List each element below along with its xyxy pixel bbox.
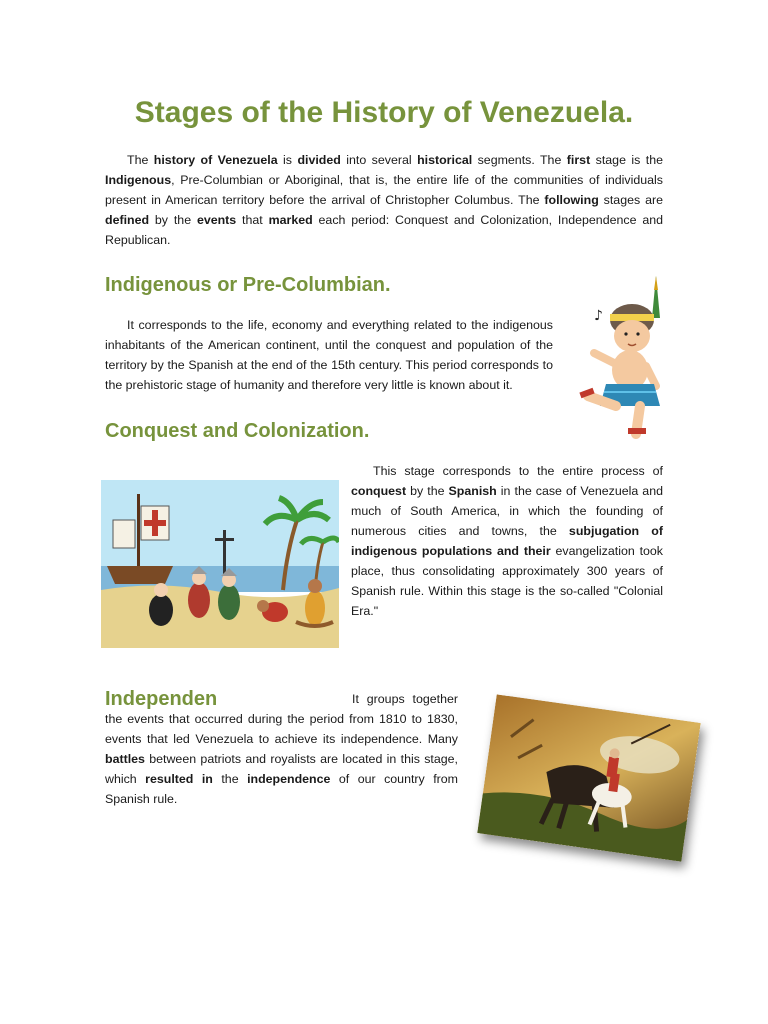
conquest-scene-illustration [101,480,339,648]
svg-text:♪: ♪ [594,308,603,324]
intro-paragraph: The history of Venezuela is divided into several historical segments. The first stage is the Indigenous, Pre-Columbian or Aboriginal, that is, the entire life of the communities of individuals present in American territory before the arrival of Christopher Columbus. The following stages are defined by the events that marked each period: Conquest and Colonization, Independence and Republican. [105,153,664,247]
independence-battle-painting [477,694,700,861]
indigenous-child-illustration [570,268,665,443]
conquest-paragraph: This stage corresponds to the entire process of conquest by the Spanish in the case of Venezuela and much of South America, in which the founding of numerous cities and towns, the subjugation of indigenous populations and their evangelization took place, thus consolidating approximately 300 years of Spanish rule. Within this stage is the so-called "Colonial Era." [351,464,664,618]
indigenous-paragraph: It corresponds to the life, economy and everything related to the indigenous inhabitants of the American continent, until the conquest and population of the territory by the Spanish at the end of the 15th century. This period corresponds to the prehistoric stage of humanity and therefore very little is known about it. [105,318,553,392]
conquest-heading: Conquest and Colonization. [105,420,370,442]
independence-paragraph: It groups together the events that occurred during the period from 1810 to 1830, events that led Venezuela to achieve its independence. Many battles between patriots and royalists are located in this stage, which resulted in the independence of our country from Spanish rule. [105,692,458,806]
indigenous-heading: Indigenous or Pre-Columbian. [105,274,391,296]
independence-heading: Independen [105,688,218,710]
page-title: Stages of the History of Venezuela. [134,96,634,129]
